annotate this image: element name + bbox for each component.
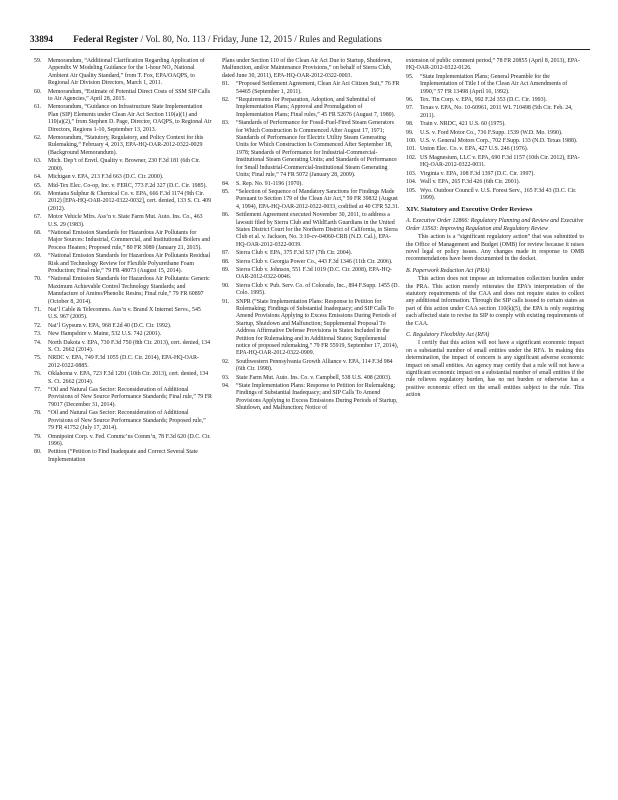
reference-text: Mid-Tex Elec. Co-op, Inc. v. FERC, 773 F.2d 327 (D.C. Cir. 1985). [48,182,207,189]
reference-number: 80. [34,449,42,456]
reference-entry [34,449,212,464]
reference-entry [34,104,212,134]
reference-entry [406,138,584,145]
reference-text: “Standards of Performance for Fossil-Fuel-Fired Steam Generators for Which Construction Is Commenced After August 17, 1971; Standards of Performance for Electric Utility Steam Generating Units for Which Construction Is Commenced After September 18, 1978; Standards of Performance for Industrial-Commercial-Institutional Steam Generating Units; and Standards of Performance for Small Industrial-Commercial-Institutional Steam Generating Units; Final rule,” 74 FR 5072 (January 28, 2009). [236,120,397,179]
reference-number: 98. [406,121,414,128]
reference-text: “National Emission Standards for Hazardous Air Pollutants for Major Sources: Industrial, Commercial, and Institutional Boilers and Process Heaters; Proposed rule,” 80 FR 3089 (January 21, 2015). [48,229,211,251]
reference-number: 101. [406,146,417,153]
reference-text: U.S. v. Ford Motor Co., 736 F.Supp. 1539 (W.D. Mo. 1990). [420,129,563,136]
reference-text: Union Elec. Co. v. EPA, 427 U.S. 246 (1976). [420,146,529,153]
reference-number: 88. [222,258,230,265]
reference-entry [34,323,212,330]
column-1 [34,58,212,465]
reference-entry [406,105,584,120]
reference-number: 71. [34,307,42,313]
reference-entry [34,214,212,229]
reference-number: 67. [34,214,42,221]
reference-entry [222,259,400,266]
reference-number: 93. [222,374,230,381]
reference-entry [34,371,212,386]
reference-number: 89. [222,266,230,273]
reference-entry [34,191,212,213]
reference-number: 72. [34,322,42,329]
reference-entry [34,434,212,449]
reference-number: 60. [34,88,42,95]
reference-text: “Oil and Natural Gas Sector: Reconsideration of Additional Provisions of New Source Performance Standards; Proposed rule,” 79 FR 41752 (July 17, 2014). [48,410,206,432]
column-2 [222,58,400,414]
reference-entry [34,58,212,88]
reference-number: 105. [406,187,417,194]
reference-entry [34,276,212,306]
reference-number: 61. [34,104,42,111]
reference-number: 74. [34,339,42,346]
reference-text: S. Rep. No. 91-1196 (1970). [236,180,303,187]
reference-text: Texas v. EPA, No. 10-60961, 2011 WL 710498 (5th Cir. Feb. 24, 2011). [420,105,573,119]
reference-entry [34,89,212,104]
reference-entry [222,250,400,257]
reference-number: 77. [34,387,42,394]
reference-text: Wyo. Outdoor Council v. U.S. Forest Serv., 165 F.3d 43 (D.C. Cir. 1999). [420,187,577,201]
reference-entry [406,171,584,178]
reference-number: 86. [222,212,230,219]
reference-text: Southwestern Pennsylvania Growth Alliance v. EPA, 114 F.3d 984 (6th Cir. 1998). [236,358,393,373]
reference-number: 83. [222,120,230,127]
reference-text: SNPR (“State Implementation Plans: Response to Petition for Rulemaking; Findings of Substantial Inadequacy; and SIP Calls To Amend Provisions Applying to Excess Emissions During Periods of Startup, Shutdown and Malfunction; Supplemental Proposal To Address Affirmative Defense Provisions in States Included in the Petition for Rulemaking and in Additional States; Supplemental notice of proposed rulemaking,” 79 FR 55919, September 17, 2014), EPA-HQ-OAR-2012-0322-0909. [236,298,399,357]
reference-number: 64. [34,174,42,181]
reference-number: 103. [406,170,417,177]
reference-entry [34,410,212,432]
reference-text: Virginia v. EPA, 108 F.3d 1397 (D.C. Cir. 1997). [420,170,535,177]
reference-number: 91. [222,298,230,305]
paragraph-b: This action does not impose an information collection burden under the PRA. This action merely reiterates the EPA’s interpretation of the statutory requirements of the CAA and does not require states to collect any additional information. Through the SIP calls issued to certain states as part of this action under CAA section 110(k)(5), the EPA is only requiring each affected state to revise its SIP to comply with existing requirements of the CAA. [406,276,584,327]
reference-entry [406,121,584,128]
reference-number: 102. [406,154,417,161]
reference-list [406,74,584,203]
reference-number: 84. [222,180,230,187]
reference-entry [406,155,584,170]
reference-text: Motor Vehicle Mfrs. Ass’n v. State Farm Mut. Auto. Ins. Co., 463 U.S. 29 (1983). [48,214,203,228]
reference-text: Oklahoma v. EPA, 723 F.3d 1201 (10th Cir. 2013), cert. denied, 134 S. Ct. 2662 (2014). [48,371,209,385]
reference-entry [34,174,212,181]
reference-text: “Oil and Natural Gas Sector: Reconsideration of Additional Provisions of New Source Performance Standards; Final rule,” 79 FR 79017 (December 31, 2014). [48,387,212,408]
reference-entry [222,299,400,358]
reference-text: Montana Sulphur & Chemical Co. v. EPA, 666 F.3d 1174 (9th Cir. 2012) [EPA-HQ-OAR-2012-0322-0032], cert. denied, 133 S. Ct. 409 (2012). [48,190,212,212]
reference-number: 90. [222,282,230,289]
reference-number: 94. [222,383,230,390]
paragraph-a: This action is a “significant regulatory action” that was submitted to the Office of Management and Budget (OMB) for review because it raises novel legal or policy issues. Any changes made in response to OMB recommendations have been documented in the docket. [406,234,584,263]
reference-number: 97. [406,105,414,112]
reference-text: Sierra Club v. Georgia Power Co., 443 F.3d 1346 (11th Cir. 2006). [236,258,393,265]
reference-text: Train v. NRDC, 421 U.S. 60 (1975). [420,121,506,128]
reference-entry [34,135,212,157]
reference-text: Nat’l Cable & Telecomms. Ass’n v. Brand X Internet Servs., 545 U.S. 967 (2005). [48,307,201,321]
reference-entry [222,283,400,298]
reference-entry [34,158,212,173]
reference-text: Michigan v. EPA, 213 F.3d 663 (D.C. Cir. 2000). [48,174,164,181]
reference-entry [34,355,212,370]
reference-text: Memorandum, “Statutory, Regulatory, and Policy Context for this Rulemaking,” February 4, 2013, EPA-HQ-OAR-2012-0322-0029 (Background Memorandum). [48,135,204,156]
reference-number: 100. [406,138,417,145]
reference-entry [406,188,584,203]
reference-text: Wall v. EPA, 265 F.3d 426 (6th Cir. 2001). [420,179,521,186]
reference-entry [222,212,400,249]
reference-entry [34,387,212,409]
column-3 [406,58,584,402]
subsection-heading-b: B. Paperwork Reduction Act (PRA) [406,267,490,274]
reference-text: State Farm Mut. Auto. Ins. Co. v. Campbell, 538 U.S. 408 (2003). [236,374,392,381]
reference-text: Sierra Club v. Pub. Serv. Co. of Colorado, Inc., 894 F.Supp. 1455 (D. Colo. 1995). [236,282,400,297]
reference-number: 96. [406,97,414,104]
reference-list [222,81,400,412]
reference-entry [222,375,400,382]
page-number: 33894 [30,34,53,44]
reference-number: 68. [34,229,42,236]
continued-reference: extension of public comment period,” 78 FR 20855 (April 8, 2013), EPA-HQ-OAR-2012-0322-0126. [406,58,580,72]
reference-number: 65. [34,182,42,189]
reference-entry [406,97,584,104]
subsection-heading-a: A. Executive Order 12866: Regulatory Planning and Review and Executive Order 13563: Improving Regulation and Regulatory Review [406,218,584,232]
reference-entry [222,81,400,96]
page-header [30,34,590,48]
reference-number: 78. [34,410,42,417]
reference-number: 104. [406,179,417,186]
reference-number: 99. [406,129,414,136]
reference-text: Memorandum, “Guidance on Infrastructure State Implementation Plan (SIP) Elements under Clean Air Act Section 110(a)(1) and 110(a)(2),” from Stephen D. Page, Director, OAQPS, to Regional Air Directors, Regions 1-10, September 13, 2013. [48,104,212,133]
reference-number: 75. [34,355,42,362]
reference-text: Memorandum, “Additional Clarification Regarding Application of Appendix W Modeling Guidance for the 1-hour NO₂ National Ambient Air Quality Standard,” from T. Fox, EPA/OAQPS, to Regional Air Division Directors, March 1, 2011. [48,58,205,87]
reference-number: 81. [222,81,230,88]
reference-text: North Dakota v. EPA, 730 F.3d 750 (8th Cir. 2013), cert. denied, 134 S. Ct. 2662 (2014). [48,339,211,354]
issue-details: / Vol. 80, No. 113 / Friday, June 12, 2015 / Rules and Regulations [140,34,382,44]
reference-number: 87. [222,250,230,257]
reference-text: Mich. Dep’t of Envtl. Quality v. Browner, 230 F.3d 181 (6th Cir. 2000). [48,158,201,172]
reference-text: Settlement Agreement executed November 30, 2011, to address a lawsuit filed by Sierra Club and WildEarth Guardians in the United States District Court for the Northern District of California, in Sierra Club et al. v. Jackson, No. 3:10-cv-04060-CRB (N.D. Cal.), EPA-HQ-OAR-2012-0322-0039. [236,212,398,248]
paragraph-c: I certify that this action will not have a significant economic impact on a substantial number of small entities under the RFA. In making this determination, the impact of concern is any significant adverse economic impact on small entities. An agency may certify that a rule will not have a significant economic impact on a substantial number of small entities if the rule relieves regulatory burden, has no net burden or otherwise has a positive economic effect on the small entities subject to the rule. This action [406,340,584,399]
publication-title: Federal Register [73,34,139,44]
reference-text: Sierra Club v. Johnson, 551 F.3d 1019 (D.C. Cir. 2008), EPA-HQ-OAR-2012-0322-0046. [236,266,392,281]
reference-text: “Selection of Sequence of Mandatory Sanctions for Findings Made Pursuant to Section 179 of the Clean Air Act,” 59 FR 39832 (August 4, 1994), EPA-HQ-OAR-2012-0322-0033, codified at 40 CFR 52.31. [236,188,400,210]
reference-number: 63. [34,158,42,165]
reference-entry [34,307,212,322]
reference-text: Petition (“Petition to Find Inadequate and Correct Several State Implementation [48,449,198,463]
reference-entry [34,331,212,338]
reference-entry [222,383,400,413]
reference-text: “Requirements for Preparation, Adoption, and Submittal of Implementation Plans; Approval and Promulgation of Implementation Plans; Final rules,” 45 FR 52676 (August 7, 1980). [236,97,396,118]
reference-text: Sierra Club v. EPA, 375 F.3d 537 (7th Cir. 2004). [236,250,353,257]
reference-number: 66. [34,190,42,197]
reference-text: “National Emission Standards for Hazardous Air Pollutants Residual Risk and Technology Review for Flexible Polyurethane Foam Production; Final rule,” 79 FR 48073 (August 15, 2014). [48,253,211,274]
reference-entry [222,189,400,211]
reference-text: “Proposed Settlement Agreement, Clean Air Act Citizen Suit,” 76 FR 54465 (September 1, 2011). [236,81,400,95]
reference-entry [222,97,400,119]
section-heading: XIV. Statutory and Executive Order Reviews [406,206,533,214]
reference-text: Nat’l Gypsum v. EPA, 968 F.2d 40 (D.C. Cir. 1992). [48,322,172,329]
reference-text: U.S. v. General Motors Corp., 702 F.Supp. 133 (N.D. Texas 1988). [420,138,578,145]
reference-entry [34,340,212,355]
reference-text: Memorandum, “Estimate of Potential Direct Costs of SSM SIP Calls to Air Agencies,” April 28, 2015. [48,88,211,103]
reference-text: “National Emission Standards for Hazardous Air Pollutants: Generic Maximum Achievable Control Technology Standards; and Manufacture of Amino/Phenolic Resins; Final rule,” 79 FR 60897 (October 8, 2014). [48,276,210,305]
reference-text: “State Implementation Plans: Response to Petition for Rulemaking; Findings of Substantial Inadequacy; and SIP Calls To Amend Provisions Applying to Excess Emissions During Periods of Startup, Shutdown, and Malfunction; Notice of [236,383,398,412]
reference-number: 73. [34,331,42,338]
reference-text: New Hampshire v. Maine, 532 U.S. 742 (2001). [48,331,162,338]
reference-entry [34,230,212,252]
reference-number: 69. [34,253,42,260]
reference-number: 92. [222,358,230,365]
reference-text: NRDC v. EPA, 749 F.3d 1055 (D.C. Cir. 2014), EPA-HQ-OAR-2012-0322-0885. [48,355,199,369]
reference-number: 59. [34,58,42,64]
reference-entry [406,130,584,137]
reference-text: “State Implementation Plans; General Preamble for the Implementation of Title I of the Clean Air Act Amendments of 1990,” 57 FR 13498 (April 16, 1992). [420,73,568,95]
reference-number: 79. [34,433,42,440]
reference-entry [222,120,400,179]
reference-number: 95. [406,73,414,80]
reference-entry [222,181,400,188]
reference-entry [406,179,584,186]
reference-number: 76. [34,371,42,378]
header-rule [30,49,590,50]
reference-text: Tex. Tin Corp. v. EPA, 992 F.2d 353 (D.C. Cir. 1993). [420,97,547,104]
reference-text: Omnipoint Corp. v. Fed. Commc’ns Comm’n, 78 F.3d 620 (D.C. Cir. 1996). [48,433,211,447]
subsection-heading-c: C. Regulatory Flexibility Act (RFA) [406,332,490,338]
reference-entry [222,359,400,374]
continued-reference: Plans under Section 110 of the Clean Air Act Due to Startup, Shutdown, Malfunction, and/or Maintenance Provisions,” on behalf of Sierra Club, dated June 30, 2011), EPA-HQ-OAR-2012-0322-0003. [222,58,392,79]
reference-text: US Magnesium, LLC v. EPA, 690 F.3d 1157 (10th Cir. 2012), EPA-HQ-OAR-2012-0322-0031. [420,154,580,169]
reference-entry [406,146,584,153]
reference-number: 85. [222,188,230,195]
reference-entry [34,253,212,275]
reference-number: 62. [34,135,42,142]
reference-number: 70. [34,276,42,283]
reference-entry [406,74,584,96]
reference-entry [222,267,400,282]
reference-number: 82. [222,97,230,104]
reference-entry [34,183,212,190]
